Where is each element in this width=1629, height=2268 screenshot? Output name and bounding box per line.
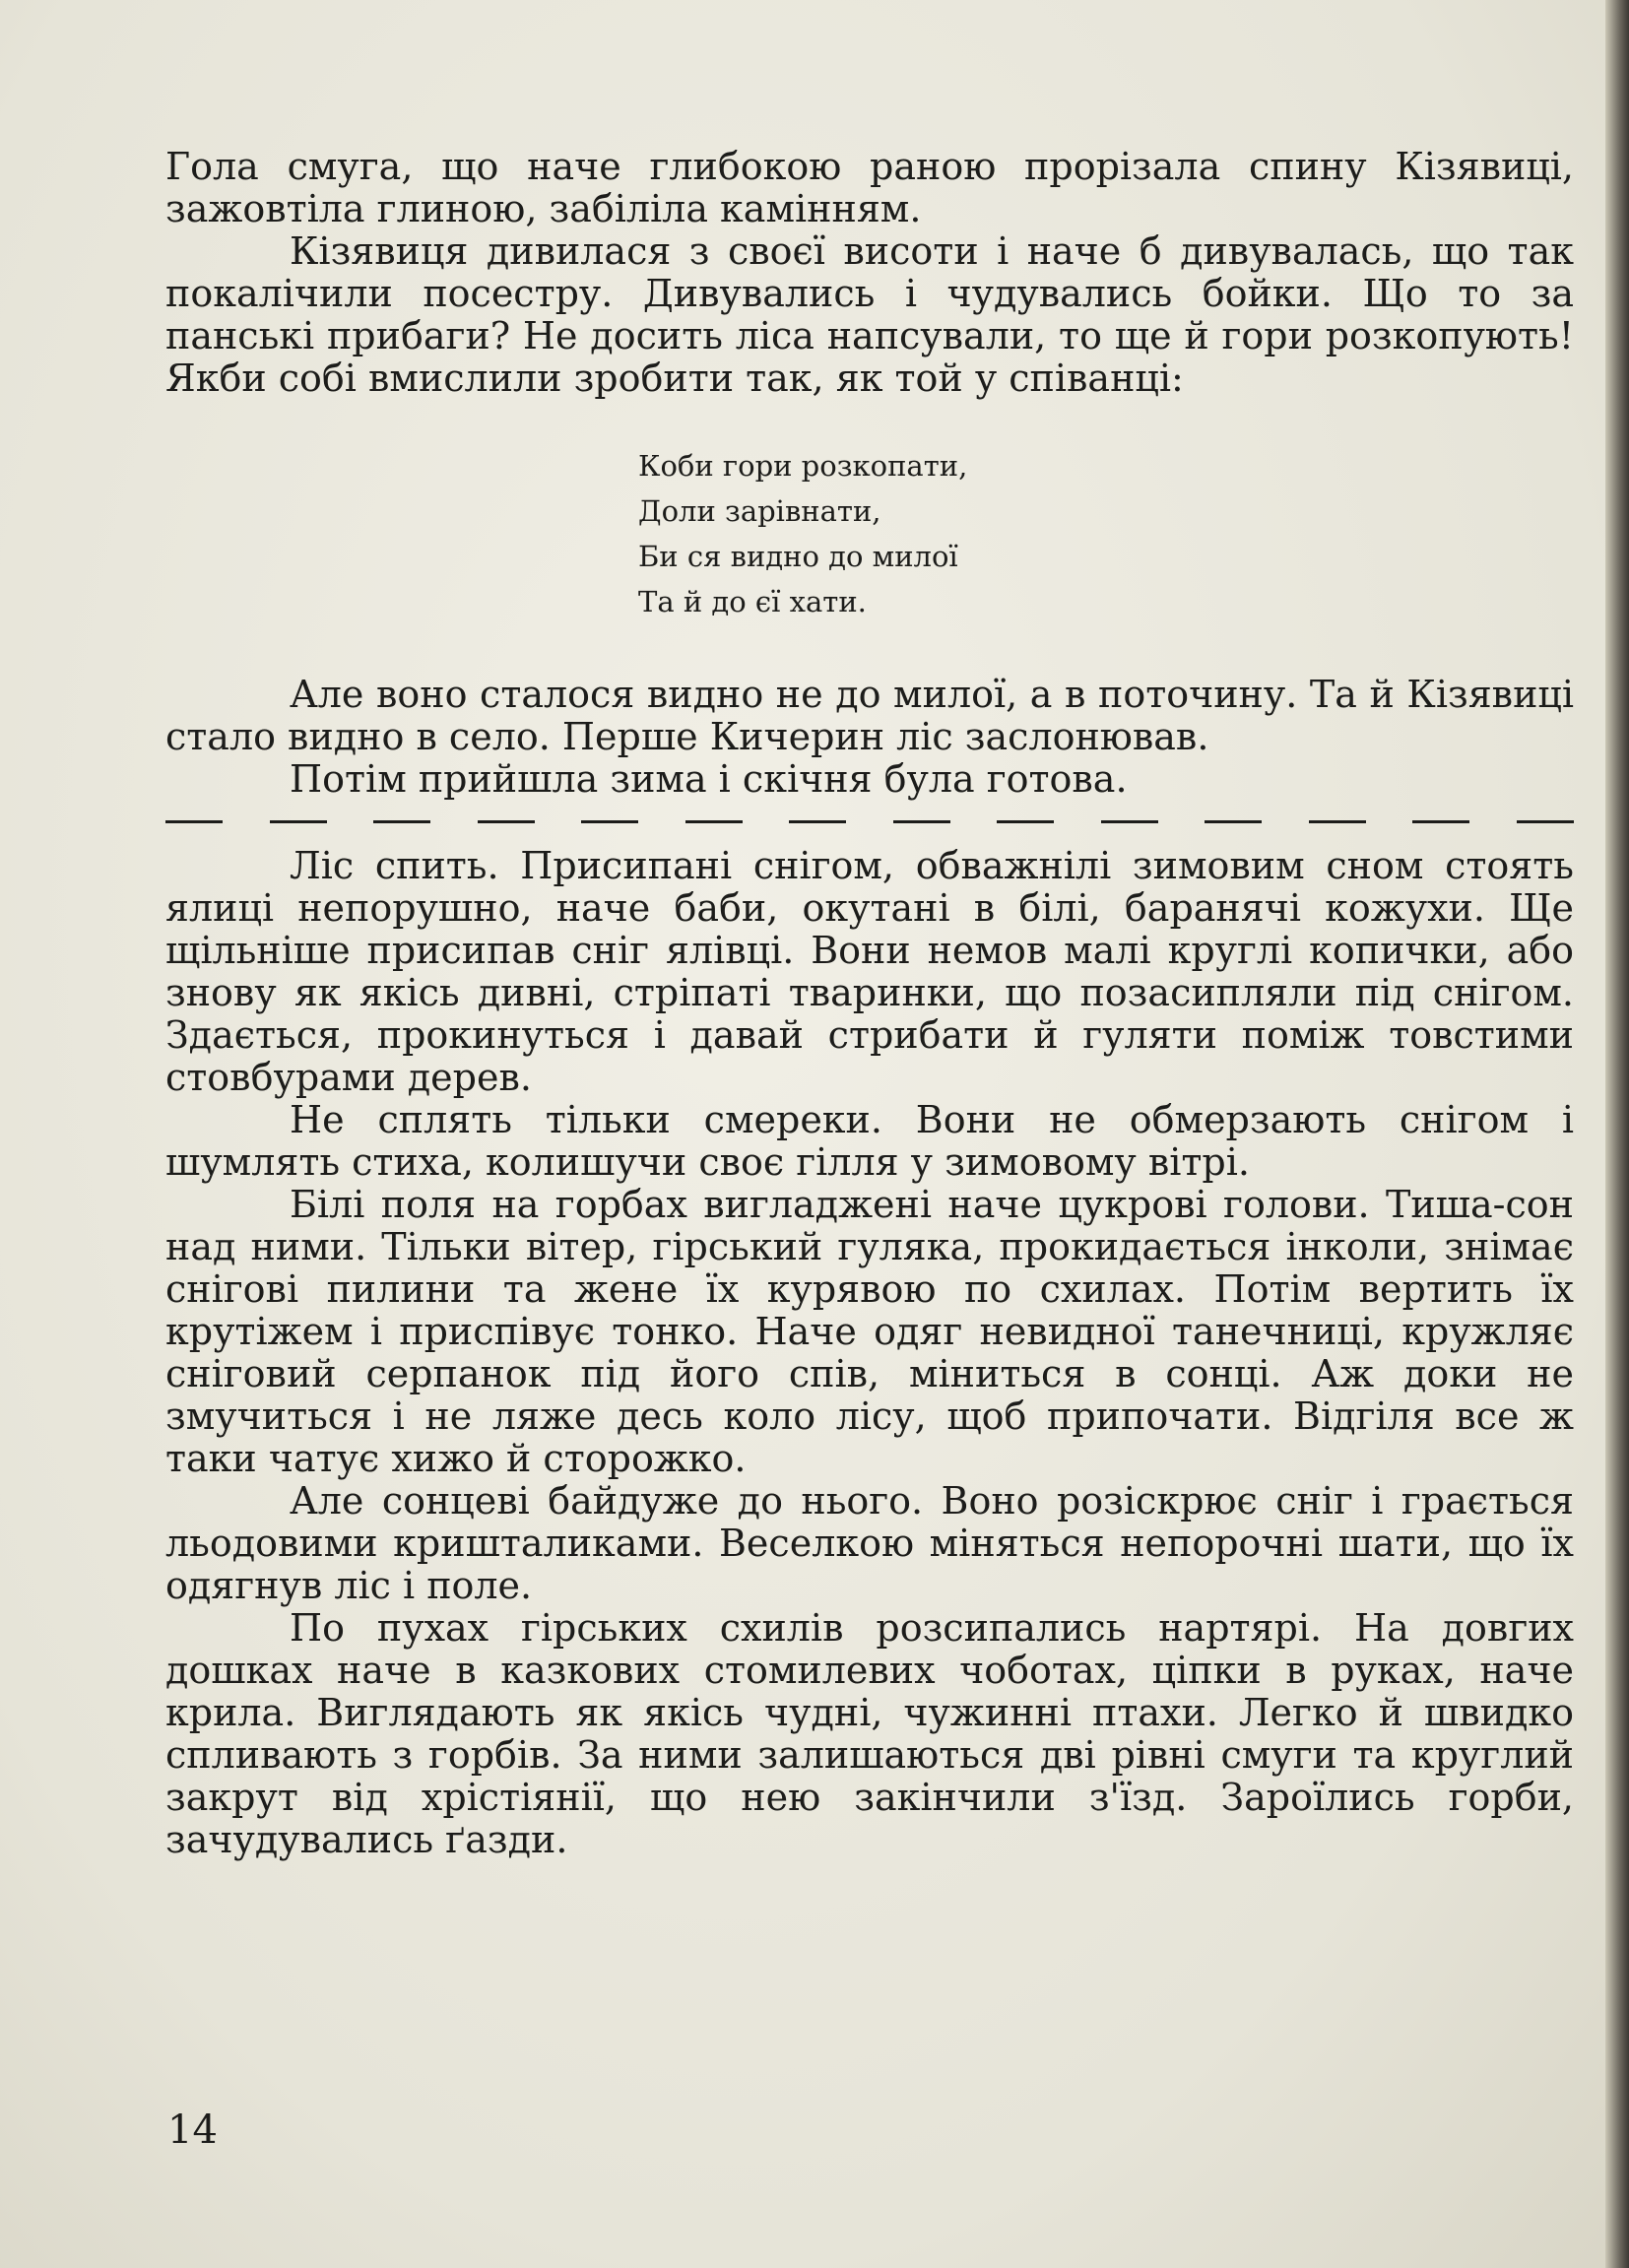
poem-line: Би ся видно до милої <box>638 540 958 573</box>
paragraph: Не сплять тільки смереки. Вони не обмерзають снігом і шумлять стиха, колишучи своє гілля у зимовому вітрі. <box>165 1098 1574 1184</box>
paragraph: Кізявиця дивилася з своєї висоти і наче б дивувалась, що так покалічили посестру. Дивувались і чудувались бойки. Що то за панські прибаги? Не досить ліса напсували, то ще й гори розкопують! Якби собі вмислили зробити так, як той у співанці: <box>165 229 1574 400</box>
poem-line: Доли зарівнати, <box>638 494 881 528</box>
paragraph: Але воно сталося видно не до милої, а в поточину. Та й Кізявиці стало видно в село. Перше Кичерин ліс заслонював. <box>165 673 1574 758</box>
section-divider <box>165 805 1574 823</box>
paragraph: Білі поля на горбах вигладжені наче цукрові голови. Тиша-сон над ними. Тільки вітер, гірський гуляка, прокидається інколи, знімає снігові пилини та жене їх курявою по схилах. Потім вертить їх крутіжем і приспівує тонко. Наче одяг невидної танечниці, кружляє сніговий серпанок під його спів, міниться в сонці. Аж доки не змучиться і не ляже десь коло лісу, щоб припочати. Відгіля все ж таки чатує хижо й сторожко. <box>165 1183 1574 1480</box>
poem-line: Та й до єї хати. <box>638 585 867 618</box>
paragraph: Але сонцеві байдуже до нього. Воно розіскрює сніг і грається льодовими кришталиками. Веселкою міняться непорочні шати, що їх одягнув ліс і поле. <box>165 1479 1574 1607</box>
poem-line: Коби гори розкопати, <box>638 449 968 483</box>
page-number: 14 <box>167 2107 218 2153</box>
paragraph: Потім прийшла зима і скічня була готова. <box>290 757 1128 801</box>
paragraph: Гола смуга, що наче глибокою раною прорізала спину Кізявиці, зажовтіла глиною, забіліла камінням. <box>165 145 1574 230</box>
page-text <box>165 146 1574 1861</box>
paragraph: Ліс спить. Присипані снігом, обважнілі зимовим сном стоять ялиці непорушно, наче баби, окутані в білі, баранячі кожухи. Ще щільніше присипав сніг ялівці. Вони немов малі круглі копички, або знову як якісь дивні, стріпаті тваринки, що позасипляли під снігом. Здається, прокинуться і давай стрибати й гуляти поміж товстими стовбурами дерев. <box>165 844 1574 1099</box>
paragraph: По пухах гірських схилів розсипались нартярі. На довгих дошках наче в казкових стомилевих чоботах, ціпки в руках, наче крила. Виглядають як якісь чудні, чужинні птахи. Легко й швидко спливають з горбів. За ними залишаються дві рівні смуги та круглий закрут від хрістіянії, що нею закінчили з'їзд. Зароїлись горби, зачудувались ґазди. <box>165 1606 1574 1861</box>
poem-stanza <box>638 443 1574 624</box>
book-spine <box>1605 0 1629 2268</box>
